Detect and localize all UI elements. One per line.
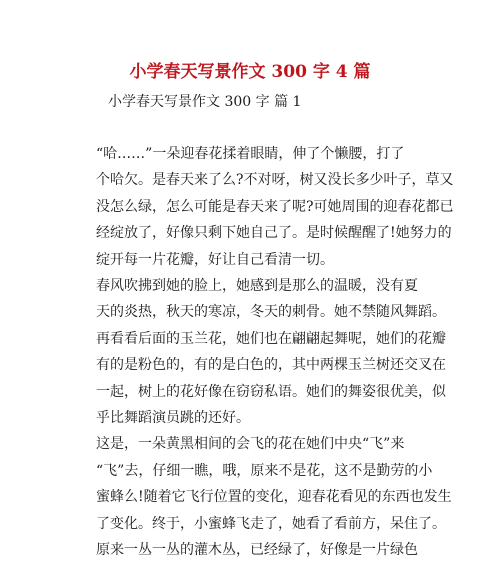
body-line: 这是，一朵黄黑相间的会飞的花在她们中央“飞”来 bbox=[96, 436, 405, 453]
body-line: 有的是粉色的，有的是白色的，其中两棵玉兰树还交叉在 bbox=[96, 357, 446, 374]
body-line: 个哈欠。是春天来了么?不对呀，树又没长多少叶子，草又 bbox=[96, 172, 454, 189]
document-subtitle: 小学春天写景作文 300 字 篇 1 bbox=[108, 94, 302, 110]
body-line: 一起，树上的花好像在窃窃私语。她们的舞姿很优美，似 bbox=[96, 383, 446, 400]
body-line: 乎比舞蹈演员跳的还好。 bbox=[96, 410, 250, 426]
body-line: 蜜蜂么!随着它飞行位置的变化，迎春花看见的东西也发生 bbox=[96, 489, 452, 506]
body-line: 绽开每一片花瓣，好让自己看清一切。 bbox=[96, 251, 334, 268]
body-line: 春风吹拂到她的脸上，她感到是那么的温暖，没有夏 bbox=[96, 278, 418, 294]
body-line: “哈……”一朵迎春花揉着眼睛，伸了个懒腰，打了 bbox=[96, 146, 405, 162]
body-line: 原来一丛一丛的灌木丛，已经绿了，好像是一片绿色 bbox=[96, 542, 418, 558]
body-line: 没怎么绿，怎么可能是春天来了呢?可她周围的迎春花都已 bbox=[96, 198, 454, 215]
document-title: 小学春天写景作文 300 字 4 篇 bbox=[129, 62, 371, 82]
body-line: 了变化。终于，小蜜蜂飞走了，她看了看前方，呆住了。 bbox=[96, 515, 446, 532]
body-line: 天的炎热，秋天的寒凉，冬天的刺骨。她不禁随风舞蹈。 bbox=[96, 304, 446, 321]
body-line: 经绽放了，好像只剩下她自己了。是时候醒醒了!她努力的 bbox=[96, 225, 452, 242]
body-line: 再看看后面的玉兰花，她们也在翩翩起舞呢，她们的花瓣 bbox=[96, 330, 446, 347]
body-line: “飞”去，仔细一瞧，哦，原来不是花，这不是勤劳的小 bbox=[96, 462, 433, 479]
